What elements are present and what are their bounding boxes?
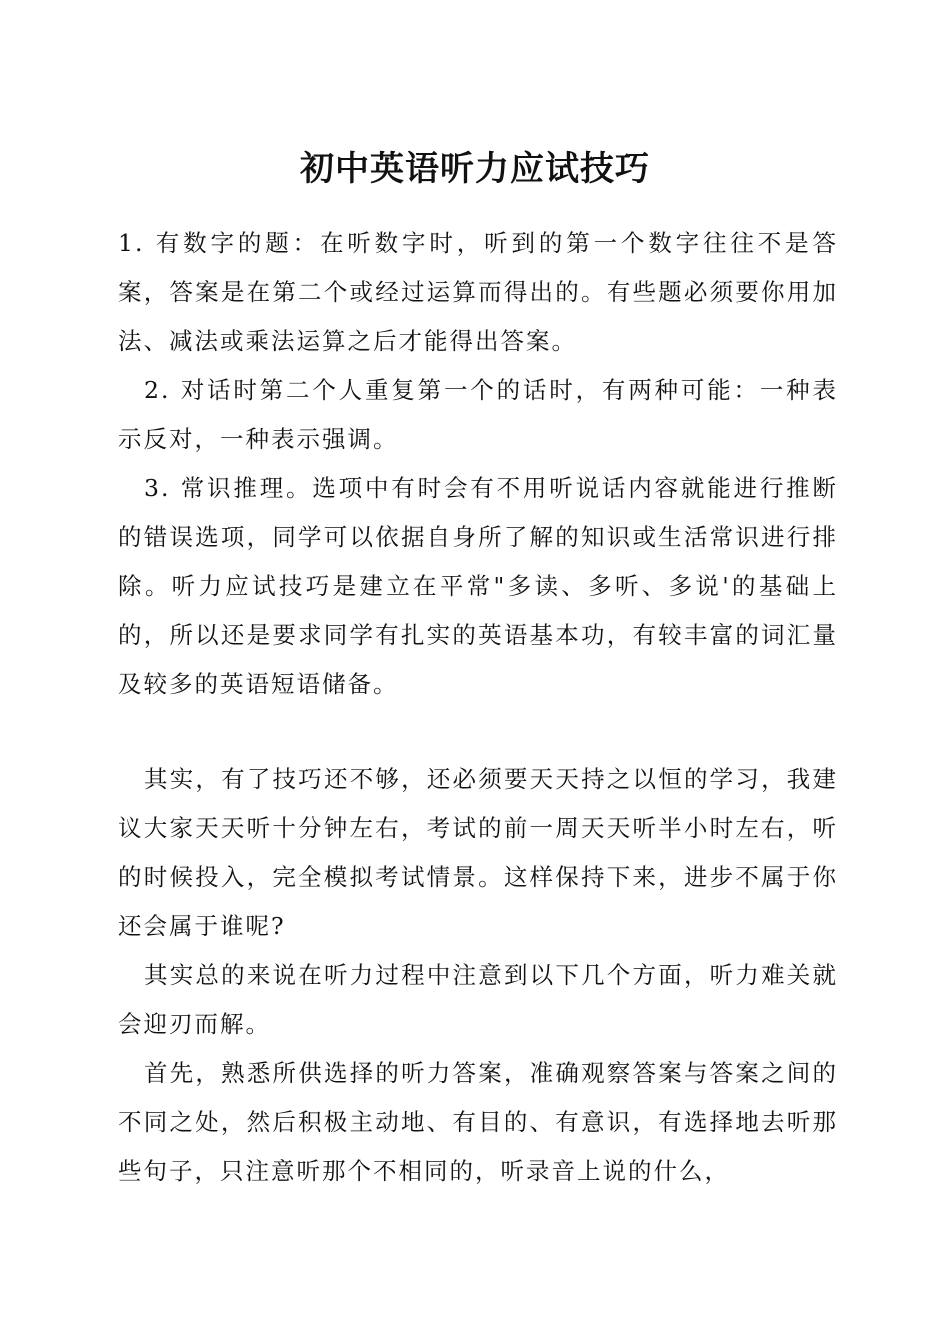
document-title: 初中英语听力应试技巧: [300, 149, 650, 189]
paragraph-3: 3. 常识推理。选项中有时会有不用听说话内容就能进行推断的错误选项，同学可以依据自身所了解的知识或生活常识进行排除。听力应试技巧是建立在平常"多读、多听、多说'的基础上的，所以还是要求同学有扎实的英语基本功，有较丰富的词汇量及较多的英语短语储备。: [118, 474, 838, 698]
paragraph-6: 首先，熟悉所供选择的听力答案，准确观察答案与答案之间的不同之处，然后积极主动地、有目的、有意识，有选择地去听那些句子，只注意听那个不相同的，听录音上说的什么，: [118, 1059, 838, 1185]
paragraph-2: 2. 对话时第二个人重复第一个的话时，有两种可能：一种表示反对，一种表示强调。: [118, 376, 838, 453]
paragraph-5: 其实总的来说在听力过程中注意到以下几个方面，听力难关就会迎刃而解。: [118, 961, 838, 1038]
paragraph-4: 其实，有了技巧还不够，还必须要天天持之以恒的学习，我建议大家天天听十分钟左右，考试的前一周天天听半小时左右，听的时候投入，完全模拟考试情景。这样保持下来，进步不属于你还会属于谁呢?: [118, 765, 838, 940]
document-body: [118, 219, 838, 1196]
paragraph-spacer: [118, 709, 838, 755]
paragraph-1: 1. 有数字的题：在听数字时，听到的第一个数字往往不是答案，答案是在第二个或经过运算而得出的。有些题必须要你用加法、减法或乘法运算之后才能得出答案。: [118, 229, 838, 355]
